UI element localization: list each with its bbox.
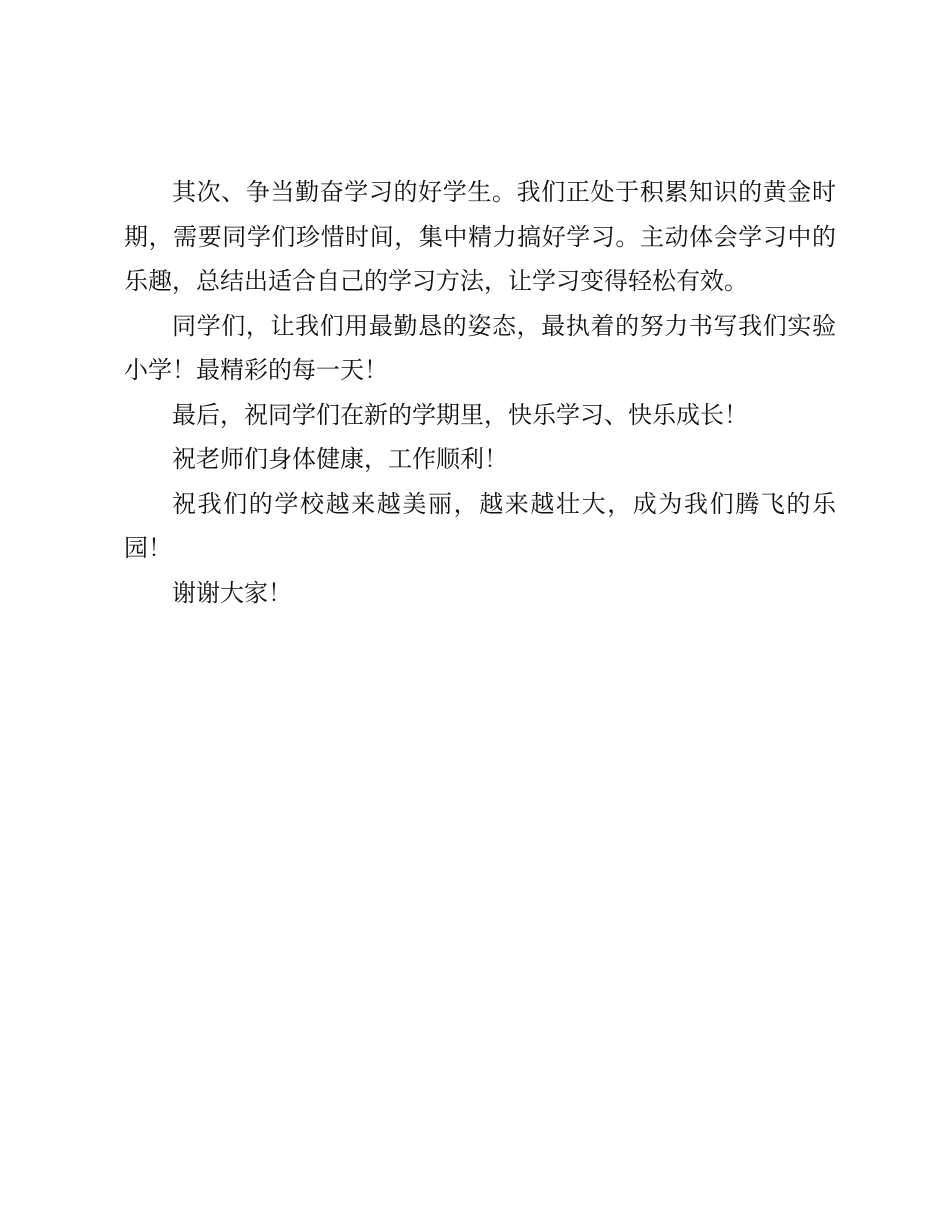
paragraph-study: 其次、争当勤奋学习的好学生。我们正处于积累知识的黄金时期，需要同学们珍惜时间，集中精力搞好学习。主动体会学习中的乐趣，总结出适合自己的学习方法，让学习变得轻松有效。 [124, 178, 836, 295]
paragraph-thanks: 谢谢大家！ [172, 578, 292, 607]
paragraph-wish-school: 祝我们的学校越来越美丽，越来越壮大，成为我们腾飞的乐园！ [124, 489, 836, 562]
paragraph-wish-students: 最后，祝同学们在新的学期里，快乐学习、快乐成长！ [172, 400, 748, 429]
document-body [124, 170, 836, 615]
paragraph-wish-teachers: 祝老师们身体健康，工作顺利！ [172, 445, 508, 473]
paragraph-effort: 同学们，让我们用最勤恳的姿态，最执着的努力书写我们实验小学！最精彩的每一天！ [124, 311, 836, 384]
